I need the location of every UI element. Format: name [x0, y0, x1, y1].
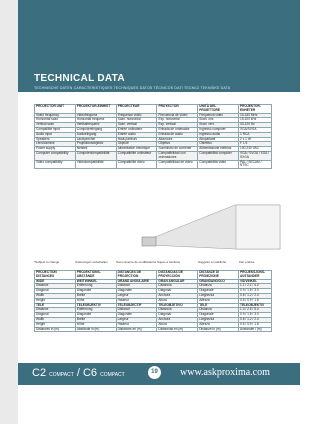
table-cell: 15-100 kHz [239, 118, 272, 123]
table-cell: Scan. oriz. [198, 118, 239, 123]
table-cell: WIDE [35, 279, 76, 284]
table-cell: Videokompatibilität [75, 160, 116, 169]
specs-table [34, 104, 272, 169]
table-cell: Distancia [157, 284, 198, 289]
specs-col-header: UNITÀ DEL PROIETTORE [198, 105, 239, 114]
table-row [35, 327, 272, 332]
projection-col-header: PROJEKSJONS-AVSTANDER [239, 271, 272, 280]
table-cell: VIDVINKEL [239, 279, 272, 284]
specs-header-row [35, 105, 272, 114]
table-cell: Altezza [198, 322, 239, 327]
table-cell: Video compatibility [35, 160, 76, 169]
table-cell: Breite [75, 317, 116, 322]
table-cell: Altavoces [157, 137, 198, 142]
table-cell: Altoparlanti [198, 137, 239, 142]
page-number: 19 [148, 366, 161, 379]
table-cell: Speakers [35, 137, 76, 142]
table-cell: Höhe [75, 298, 116, 303]
projection-col-header: DISTANZE DI PROIEZIONE [198, 271, 239, 280]
footnote: Soggetto a modifiche [198, 260, 227, 264]
table-cell: PAL / SECAM / NTSC [239, 160, 272, 169]
table-cell: 0.9 / 1.5 / 3.0 [239, 289, 272, 294]
table-cell: Obiettivo [198, 142, 239, 147]
table-cell: Video frequency [35, 113, 76, 118]
model-c6: C6 [82, 367, 98, 379]
model-separator: / [76, 367, 80, 379]
table-cell: 100-240 VAC [239, 147, 272, 152]
table-cell: Entfernung [75, 308, 116, 313]
table-cell: Diagonal [157, 289, 198, 294]
page-subtitle: TECHNISCHE DATEN CARACTERISTIQUES TECHNIQUES DATOS TÉCNICOS DATI TECNICI TEKNISKE DATA [34, 86, 231, 90]
table-row [35, 160, 272, 169]
table-cell: Distancias en (m) [157, 327, 198, 332]
table-cell: Entrada de audio [157, 132, 198, 137]
table-cell: 1.1 / 2.1 / 4.2 [239, 284, 272, 289]
table-cell: 2 x 1 W [239, 137, 272, 142]
table-cell: Diagonal [157, 313, 198, 318]
table-cell: Lens/camera [35, 142, 76, 147]
table-cell: Netzteil [75, 147, 116, 152]
projection-table [34, 270, 272, 332]
table-cell: Alimentation électrique [116, 147, 157, 152]
table-cell: Entrée ordinateur [116, 127, 157, 132]
table-cell: 0.5 / 0.9 / 1.8 [239, 298, 272, 303]
left-margin-stripe [0, 0, 18, 424]
table-cell: Computer compatibility [35, 151, 76, 160]
table-cell: Anchura [157, 293, 198, 298]
table-cell: TELEOBJETIVO [157, 303, 198, 308]
table-cell: Altura [157, 298, 198, 303]
table-cell: Exp. vertical [157, 123, 198, 128]
table-cell: Altezza [198, 298, 239, 303]
table-cell: Distanze in (m) [198, 327, 239, 332]
table-cell: Hauteur [116, 322, 157, 327]
table-cell: Larghezza [198, 317, 239, 322]
table-cell: 15-150 MHz [239, 113, 272, 118]
table-cell: 0.6 / 1.2 / 2.4 [239, 293, 272, 298]
table-cell: GRANDANGOLO [198, 279, 239, 284]
table-cell: Ingresso audio [198, 132, 239, 137]
table-cell: Diagonal [35, 313, 76, 318]
specs-col-header: PROJECTEUR [116, 105, 157, 114]
table-cell: Diagonale [75, 289, 116, 294]
table-cell: Height [35, 322, 76, 327]
table-cell: Alimentazione elettrica [198, 147, 239, 152]
table-cell: Diagonal [35, 289, 76, 294]
table-cell: Largeur [116, 293, 157, 298]
table-row [35, 151, 272, 160]
table-cell: Avstander i (m) [239, 327, 272, 332]
table-cell: Computerkompatibilität [75, 151, 116, 160]
table-cell: TELE [35, 303, 76, 308]
table-cell: Projektionsobjektiv [75, 142, 116, 147]
table-cell: Scan. vert. [198, 123, 239, 128]
footnote: Sujeto a cambios [157, 260, 181, 264]
table-cell: Distance [116, 308, 157, 313]
table-cell: Compatible input [35, 127, 76, 132]
specs-col-header: PROJEKTOR-EINHEIT [75, 105, 116, 114]
table-cell: Distanza [198, 284, 239, 289]
table-cell: Hauteur [116, 298, 157, 303]
model-compact-label: COMPACT [100, 372, 125, 378]
table-cell: Height [35, 298, 76, 303]
table-cell: Breite [75, 293, 116, 298]
table-cell: Distances in (m) [35, 327, 76, 332]
table-cell: Scan. horizontal [116, 118, 157, 123]
table-cell: TELE [198, 303, 239, 308]
table-cell: Diagonale [198, 313, 239, 318]
table-cell: Compatibilidad de vídeo [157, 160, 198, 169]
table-cell: Larghezza [198, 293, 239, 298]
table-cell: 0.9 / 1.5 / 3.0 [239, 313, 272, 318]
table-cell: Suministro de corriente [157, 147, 198, 152]
table-cell: Diagonale [116, 289, 157, 294]
table-cell: Haut-parleurs [116, 137, 157, 142]
table-cell: Compatibilité vidéo [116, 160, 157, 169]
table-cell: Power supply [35, 147, 76, 152]
website-url: www.askproxima.com [180, 367, 270, 378]
table-cell: Höhe [75, 322, 116, 327]
table-cell: 0.6 / 1.2 / 2.4 [239, 317, 272, 322]
table-cell: Horizontal scan [35, 118, 76, 123]
table-cell: Objetivo [157, 142, 198, 147]
table-cell: Frecuencia de vídeo [157, 113, 198, 118]
footnote: Sous réserve de modifications [116, 260, 157, 264]
table-cell: Vertikalfrequenz [75, 123, 116, 128]
table-cell: Distance [35, 284, 76, 289]
projection-col-header: DISTANCIAS DE PROYECCIÓN [157, 271, 198, 280]
table-cell: Audio input [35, 132, 76, 137]
model-name [32, 367, 125, 379]
table-cell: Compatibilità computer [198, 151, 239, 160]
specs-col-header: PROJECTOR UNIT [35, 105, 76, 114]
table-cell: Distancia [157, 308, 198, 313]
table-cell: Altura [157, 322, 198, 327]
footnote: Kan endres [239, 260, 255, 264]
table-cell: Distances en (m) [116, 327, 157, 332]
table-cell: Scan. vertical [116, 123, 157, 128]
table-cell: Anchura [157, 317, 198, 322]
table-cell: 1 RCA [239, 132, 272, 137]
table-cell: Exp. horizontal [157, 118, 198, 123]
table-cell: Videofrequenz [75, 113, 116, 118]
projection-diagram [140, 197, 290, 257]
table-cell: Frequenza video [198, 113, 239, 118]
footnote: Änderungen vorbehalten [75, 260, 108, 264]
table-cell: TELEOBJEKTIV [239, 303, 272, 308]
table-cell: Entrée audio [116, 132, 157, 137]
projection-header-row [35, 271, 272, 280]
table-cell: Ingresso computer [198, 127, 239, 132]
table-cell: Lautsprecher [75, 137, 116, 142]
model-c2: C2 [32, 367, 47, 379]
specs-col-header: PROYECTOR [157, 105, 198, 114]
table-cell: Horizontal frequenz [75, 118, 116, 123]
table-cell: 43-120 Hz [239, 123, 272, 128]
specs-col-header: PROJEKTOR-ENHETER [239, 105, 272, 114]
table-cell: 0.5 / 0.9 / 1.8 [239, 322, 272, 327]
projection-col-header: PROJEKTIONS-ABSTÄNDE [75, 271, 116, 280]
table-cell: GRAN ANGULAR [157, 279, 198, 284]
table-cell: Compatibilité ordinateur [116, 151, 157, 160]
table-cell: Distance [116, 284, 157, 289]
table-cell: Diagonale [198, 289, 239, 294]
projection-col-header: DISTANCES DE PROJECTION [116, 271, 157, 280]
page-title: TECHNICAL DATA [34, 73, 125, 84]
table-cell: Distance [35, 308, 76, 313]
table-cell: Width [35, 317, 76, 322]
table-cell: XGA/SVGA [239, 127, 272, 132]
table-cell: TÉLÉOBJECTIF [116, 303, 157, 308]
projection-col-header: PROJECTION DISTANCES [35, 271, 76, 280]
table-cell: Diagonale [75, 313, 116, 318]
table-cell: Entfernung [75, 284, 116, 289]
table-cell: Compatibilità video [198, 160, 239, 169]
table-cell: Vertical scan [35, 123, 76, 128]
table-cell: Compatibilidad con ordenadores [157, 151, 198, 160]
model-compact-label: COMPACT [49, 372, 74, 378]
table-cell: Width [35, 293, 76, 298]
table-cell: Computereingang [75, 127, 116, 132]
table-cell: Abstände in (m) [75, 327, 116, 332]
table-cell: Entrada de ordenador [157, 127, 198, 132]
table-cell: WEITWINKEL [75, 279, 116, 284]
table-cell: 1.3 / 2.5 / 5.0 [239, 308, 272, 313]
table-cell: Fréquence vidéo [116, 113, 157, 118]
table-cell: GRAND ANGULAIRE [116, 279, 157, 284]
footnote: *Subject to change [34, 260, 60, 264]
table-cell: TELEOBJEKTIV [75, 303, 116, 308]
table-cell: Diagonale [116, 313, 157, 318]
table-cell: Distanza [198, 308, 239, 313]
table-cell: Audioeingang [75, 132, 116, 137]
table-cell: F 1.9 [239, 142, 272, 147]
table-cell: Objectif [116, 142, 157, 147]
table-cell: VGA / SVGA / XGA / SXGA [239, 151, 272, 160]
table-cell: Largeur [116, 317, 157, 322]
